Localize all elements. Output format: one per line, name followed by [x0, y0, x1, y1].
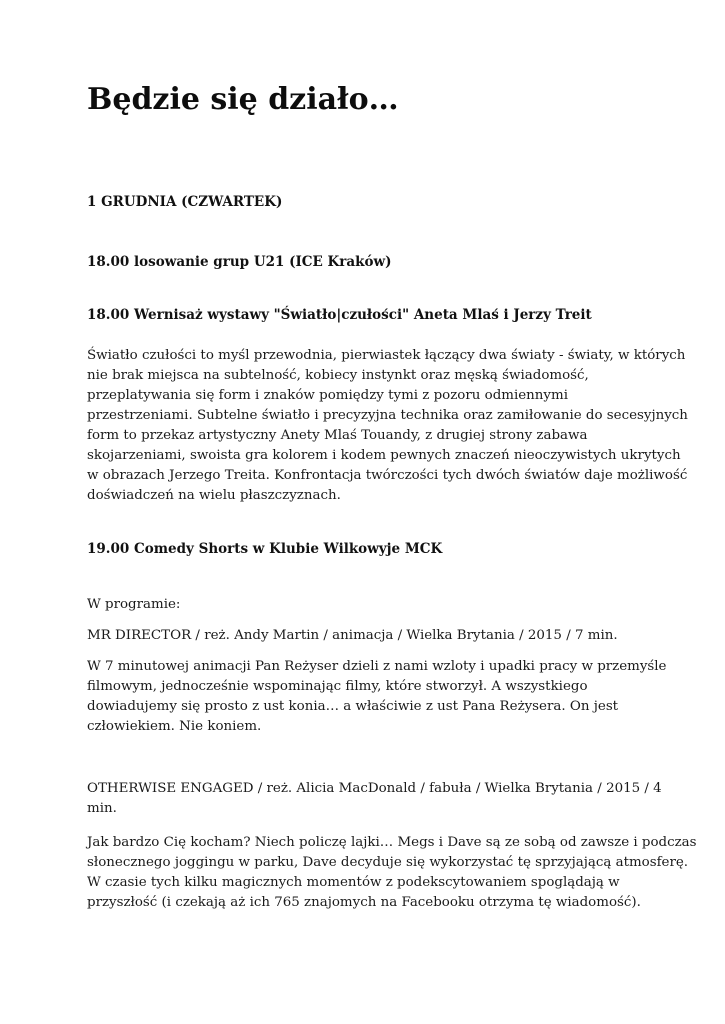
film-description-mr-director: [87, 657, 667, 737]
vernissage-description: [87, 346, 688, 506]
text-line: Jak bardzo Cię kocham? Niech policzę lajki… Megs i Dave są ze sobą od zawsze i podczas: [87, 835, 697, 850]
film-info-mr-director: MR DIRECTOR / reż. Andy Martin / animacja / Wielka Brytania / 2015 / 7 min.: [87, 628, 618, 643]
text-line: skojarzeniami, swoista gra kolorem i kodem pewnych znaczeń nieoczywistych ukrytych: [87, 448, 681, 463]
film-description-otherwise-engaged: [87, 833, 697, 913]
text-line: OTHERWISE ENGAGED / reż. Alicia MacDonald / fabuła / Wielka Brytania / 2015 / 4: [87, 781, 662, 796]
text-line: słonecznego joggingu w parku, Dave decyduje się wykorzystać tę sprzyjającą atmosferę.: [87, 855, 689, 870]
text-line: przeplatywania się form i znaków pomiędzy tymi z pozoru odmiennymi: [87, 388, 568, 403]
text-line: min.: [87, 801, 117, 816]
page-title: Będzie się działo…: [87, 82, 399, 117]
text-line: w obrazach Jerzego Treita. Konfrontacja twórczości tych dwóch światów daje możliwość: [87, 468, 688, 483]
text-line: doświadczeń na wielu płaszczyznach.: [87, 488, 341, 503]
text-line: przyszłość (i czekają aż ich 765 znajomych na Facebooku otrzyma tę wiadomość).: [87, 895, 641, 910]
program-label: W programie:: [87, 597, 181, 612]
film-info-otherwise-engaged: [87, 779, 662, 819]
text-line: przestrzeniami. Subtelne światło i precyzyjna technika oraz zamiłowanie do secesyjnych: [87, 408, 688, 423]
text-line: Światło czułości to myśl przewodnia, pierwiastek łączący dwa światy - światy, w których: [87, 348, 686, 363]
text-line: W czasie tych kilku magicznych momentów z podekscytowaniem spoglądają w: [87, 875, 620, 890]
event-heading-vernissage: 18.00 Wernisaż wystawy "Światło|czułości" Aneta Mlaś i Jerzy Treit: [87, 307, 592, 323]
text-line: form to przekaz artystyczny Anety Mlaś Touandy, z drugiej strony zabawa: [87, 428, 588, 443]
event-heading-comedy-shorts: 19.00 Comedy Shorts w Klubie Wilkowyje MCK: [87, 541, 443, 557]
event-heading-u21: 18.00 losowanie grup U21 (ICE Kraków): [87, 254, 392, 270]
text-line: dowiadujemy się prosto z ust konia… a właściwie z ust Pana Reżysera. On jest: [87, 699, 619, 714]
text-line: nie brak miejsca na subtelność, kobiecy instynkt oraz męską świadomość,: [87, 368, 589, 383]
date-heading: 1 GRUDNIA (CZWARTEK): [87, 194, 283, 210]
text-line: W 7 minutowej animacji Pan Reżyser dzieli z nami wzloty i upadki pracy w przemyśle: [87, 659, 667, 674]
text-line: człowiekiem. Nie koniem.: [87, 719, 262, 734]
text-line: filmowym, jednocześnie wspominając filmy, które stworzył. A wszystkiego: [87, 679, 588, 694]
